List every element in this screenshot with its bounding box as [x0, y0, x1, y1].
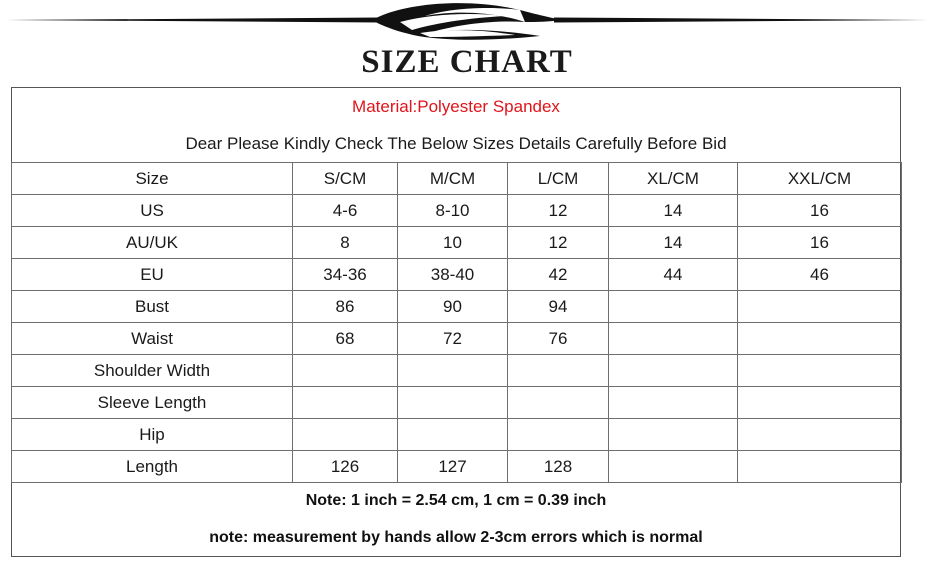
table-cell: 8-10 — [398, 195, 508, 227]
conversion-note: Note: 1 inch = 2.54 cm, 1 cm = 0.39 inch — [305, 492, 607, 509]
measurement-note: note: measurement by hands allow 2-3cm errors which is normal — [209, 529, 703, 546]
table-cell: 8 — [293, 227, 398, 259]
table-row — [12, 195, 902, 227]
table-cell — [738, 291, 902, 323]
table-cell — [293, 355, 398, 387]
row-label: Shoulder Width — [12, 355, 293, 387]
table-cell — [609, 419, 738, 451]
table-cell — [609, 451, 738, 483]
table-cell — [398, 355, 508, 387]
page-title: SIZE CHART — [361, 44, 573, 80]
table-row — [12, 227, 902, 259]
column-header: S/CM — [293, 163, 398, 195]
table-cell: 46 — [738, 259, 902, 291]
row-label: US — [12, 195, 293, 227]
table-cell: 16 — [738, 227, 902, 259]
row-label: Waist — [12, 323, 293, 355]
table-cell — [398, 419, 508, 451]
table-cell: 42 — [508, 259, 609, 291]
row-label: Length — [12, 451, 293, 483]
column-header: M/CM — [398, 163, 508, 195]
table-cell — [609, 387, 738, 419]
table-cell — [738, 419, 902, 451]
table-cell — [738, 387, 902, 419]
table-cell: 127 — [398, 451, 508, 483]
row-label: AU/UK — [12, 227, 293, 259]
column-header: XL/CM — [609, 163, 738, 195]
table-cell: 44 — [609, 259, 738, 291]
table-cell: 90 — [398, 291, 508, 323]
table-cell: 128 — [508, 451, 609, 483]
table-cell — [508, 387, 609, 419]
table-row — [12, 451, 902, 483]
table-cell: 12 — [508, 195, 609, 227]
table-cell — [609, 355, 738, 387]
table-cell: 14 — [609, 195, 738, 227]
table-header-row — [12, 163, 902, 195]
size-chart — [11, 87, 901, 557]
row-label: Hip — [12, 419, 293, 451]
table-cell: 38-40 — [398, 259, 508, 291]
table-row — [12, 323, 902, 355]
table-cell — [398, 387, 508, 419]
table-cell — [738, 451, 902, 483]
table-cell: 72 — [398, 323, 508, 355]
table-cell: 68 — [293, 323, 398, 355]
table-cell — [609, 291, 738, 323]
row-label: Sleeve Length — [12, 387, 293, 419]
table-row — [12, 387, 902, 419]
size-table — [11, 162, 902, 483]
table-row — [12, 291, 902, 323]
table-row — [12, 419, 902, 451]
column-header: XXL/CM — [738, 163, 902, 195]
material-label: Material:Polyester Spandex — [352, 97, 560, 116]
table-cell: 86 — [293, 291, 398, 323]
table-cell: 4-6 — [293, 195, 398, 227]
table-cell: 12 — [508, 227, 609, 259]
table-cell — [293, 387, 398, 419]
table-row — [12, 259, 902, 291]
table-row — [12, 355, 902, 387]
table-cell — [508, 355, 609, 387]
table-cell: 16 — [738, 195, 902, 227]
table-cell: 126 — [293, 451, 398, 483]
table-cell — [508, 419, 609, 451]
table-cell: 94 — [508, 291, 609, 323]
row-label: EU — [12, 259, 293, 291]
column-header: L/CM — [508, 163, 609, 195]
header-banner — [0, 0, 934, 80]
table-cell: 76 — [508, 323, 609, 355]
table-cell: 10 — [398, 227, 508, 259]
table-cell: 34-36 — [293, 259, 398, 291]
row-label: Bust — [12, 291, 293, 323]
table-cell — [293, 419, 398, 451]
table-cell: 14 — [609, 227, 738, 259]
table-cell — [609, 323, 738, 355]
column-header: Size — [12, 163, 293, 195]
table-cell — [738, 355, 902, 387]
table-cell — [738, 323, 902, 355]
instruction-text: Dear Please Kindly Check The Below Sizes Details Carefully Before Bid — [185, 134, 727, 153]
